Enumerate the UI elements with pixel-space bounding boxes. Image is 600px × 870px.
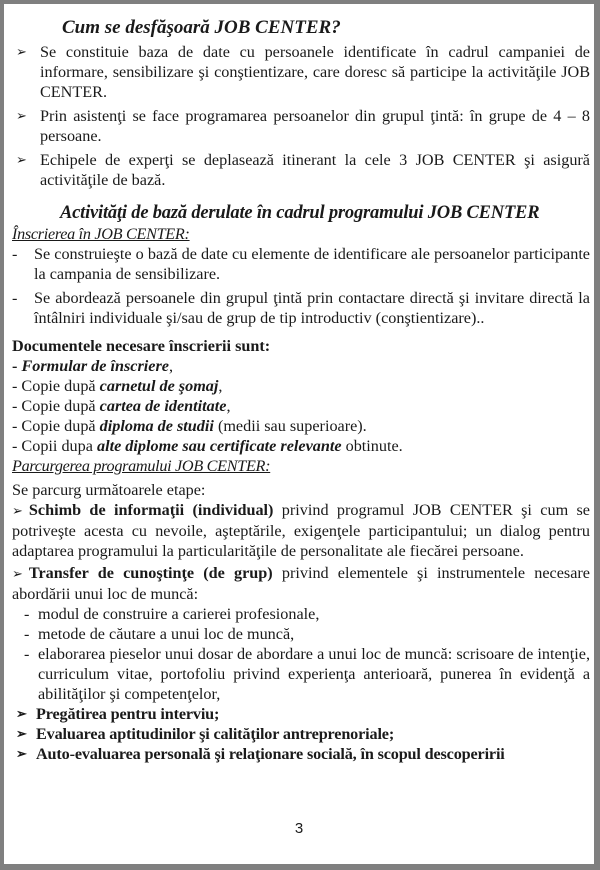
stage-subitem bbox=[12, 624, 590, 644]
stage-subitem-text: elaborarea pieselor unui dosar de abordare a unui loc de muncă: scrisoare de intenţie, curriculum vitae, portofoliu privind experienţa anterioară, punerea în evidenţă a abilităţilor şi competenţelor, bbox=[38, 645, 590, 703]
document-prefix: - Copie după bbox=[12, 417, 100, 435]
arrow-bullet-icon: ➢ bbox=[16, 152, 27, 167]
stage-item bbox=[12, 704, 590, 724]
arrow-bullet-icon: ➢ bbox=[16, 706, 27, 721]
dash-bullet-icon: - bbox=[24, 645, 30, 663]
dash-bullet-icon: - bbox=[12, 245, 18, 263]
stage-subitem-text: metode de căutare a unui loc de muncă, bbox=[38, 625, 295, 643]
enrollment-title: Înscrierea în JOB CENTER: bbox=[12, 225, 190, 243]
stage-title: Auto-evaluarea personală şi relaţionare socială, în scopul descoperirii bbox=[36, 745, 505, 763]
dash-bullet-icon: - bbox=[24, 625, 30, 643]
arrow-bullet-icon: ➢ bbox=[16, 746, 27, 761]
enrollment-text: Se construieşte o bază de date cu elemente de identificare ale persoanelor participante la campania de sensibilizare. bbox=[34, 245, 590, 283]
arrow-bullet-icon: ➢ bbox=[16, 44, 27, 59]
stage-title: Evaluarea aptitudinilor şi calităţilor antreprenoriale; bbox=[36, 725, 395, 743]
enrollment-text: Se abordează persoanele din grupul ţintă prin contactare directă şi invitare directă la întâlniri individuale şi/sau de grup de tip introductiv (conştientizare).. bbox=[34, 289, 590, 327]
program-intro: Se parcurg următoarele etape: bbox=[12, 481, 206, 499]
step-text: Echipele de experţi se deplasează itinerant la cele 3 JOB CENTER şi asigură activităţile de bază. bbox=[40, 151, 590, 189]
stage-item bbox=[12, 724, 590, 744]
heading-how-it-works: Cum se desfăşoară JOB CENTER? bbox=[62, 17, 341, 38]
stage-title: Transfer de cunoştinţe (de grup) bbox=[28, 564, 273, 582]
document-page bbox=[4, 4, 594, 864]
document-name: carnetul de şomaj bbox=[99, 377, 219, 395]
page-number: 3 bbox=[294, 820, 304, 837]
stage-text: privind programul JOB CENTER şi cum se potriveşte acesta cu nevoile, aşteptările, exigenţele participantului; un dialog pentru adaptarea programului la particularităţile de personalitate ale fiecărei persoane. bbox=[12, 501, 590, 560]
document-suffix: obtinute. bbox=[341, 437, 403, 455]
enrollment-item bbox=[12, 288, 590, 328]
stage-text: privind elementele şi instrumentele necesare abordării unui loc de muncă: bbox=[12, 564, 590, 603]
stage-subitem bbox=[12, 644, 590, 704]
arrow-bullet-icon: ➢ bbox=[16, 108, 27, 123]
dash-bullet-icon: - bbox=[24, 605, 30, 623]
step-item bbox=[12, 106, 590, 146]
document-suffix: (medii sau superioare). bbox=[213, 417, 367, 435]
step-text: Prin asistenţi se face programarea persoanelor din grupul ţintă: în grupe de 4 – 8 persoane. bbox=[40, 107, 590, 145]
stage-subitem bbox=[12, 604, 590, 624]
step-text: Se constituie baza de date cu persoanele identificate în cadrul campaniei de informare, sensibilizare şi conştientizare, care doresc să participe la activităţile JOB CENTER. bbox=[40, 43, 590, 101]
arrow-bullet-icon: ➢ bbox=[12, 566, 23, 581]
documents-title: Documentele necesare înscrierii sunt: bbox=[12, 337, 271, 355]
enrollment-item bbox=[12, 244, 590, 284]
stage-title: Schimb de informaţii (individual) bbox=[28, 501, 274, 519]
stage-item bbox=[12, 500, 590, 561]
arrow-bullet-icon: ➢ bbox=[16, 726, 27, 741]
stage-subitem-text: modul de construire a carierei profesionale, bbox=[38, 605, 320, 623]
document-prefix: - Copie după bbox=[12, 397, 100, 415]
document-name: Formular de înscriere bbox=[21, 357, 169, 375]
document-item bbox=[12, 396, 590, 416]
stage-item bbox=[12, 563, 590, 604]
program-title: Parcurgerea programului JOB CENTER: bbox=[12, 457, 271, 475]
document-item bbox=[12, 376, 590, 396]
page-content bbox=[12, 16, 590, 764]
document-prefix: - bbox=[12, 357, 22, 375]
document-name: diploma de studii bbox=[99, 417, 214, 435]
document-item bbox=[12, 356, 590, 376]
document-prefix: - Copii dupa bbox=[12, 437, 97, 455]
document-suffix: , bbox=[218, 377, 223, 395]
stage-item bbox=[12, 744, 590, 764]
stage-title: Pregătirea pentru interviu; bbox=[36, 705, 220, 723]
document-prefix: - Copie după bbox=[12, 377, 100, 395]
step-item bbox=[12, 42, 590, 102]
document-name: cartea de identitate bbox=[99, 397, 227, 415]
dash-bullet-icon: - bbox=[12, 289, 18, 307]
document-suffix: , bbox=[226, 397, 231, 415]
document-name: alte diplome sau certificate relevante bbox=[96, 437, 342, 455]
arrow-bullet-icon: ➢ bbox=[12, 503, 23, 518]
heading-activities: Activităţi de bază derulate în cadrul programului JOB CENTER bbox=[60, 203, 540, 223]
step-item bbox=[12, 150, 590, 190]
document-item bbox=[12, 416, 590, 436]
document-item bbox=[12, 436, 590, 456]
document-suffix: , bbox=[168, 357, 173, 375]
